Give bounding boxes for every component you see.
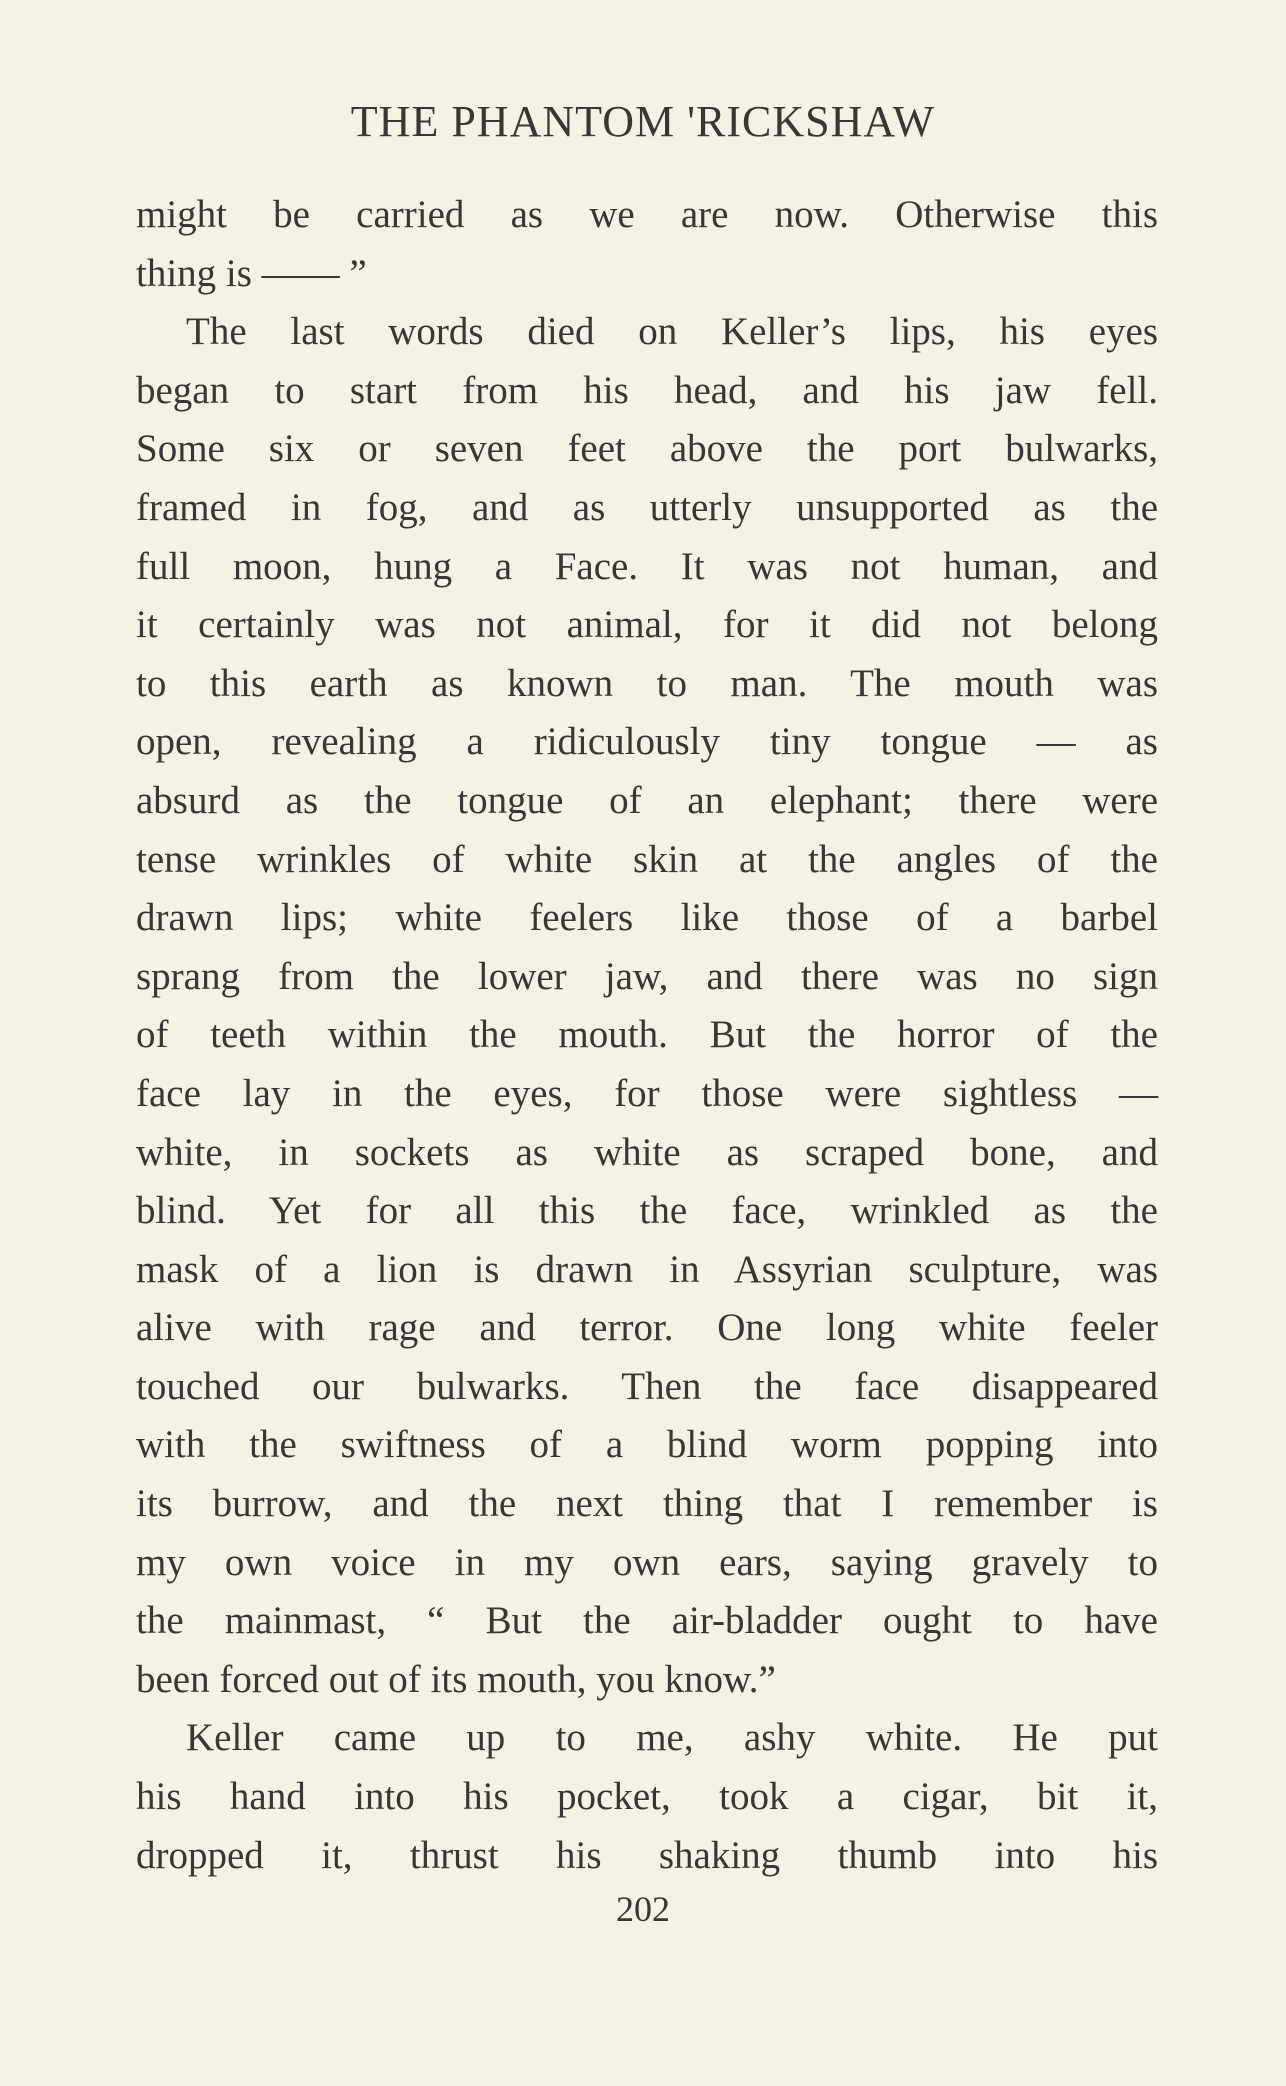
text-line: might be carried as we are now. Otherwise this (136, 193, 1158, 236)
text-line: alive with rage and terror. One long white feeler (136, 1306, 1158, 1350)
text-line: blind. Yet for all this the face, wrinkled as the (136, 1189, 1158, 1233)
text-line: Some six or seven feet above the port bulwarks, (136, 427, 1158, 471)
text-line: thing is —— ” (136, 251, 367, 295)
text-line: been forced out of its mouth, you know.” (136, 1657, 776, 1701)
text-line: Keller came up to me, ashy white. He put (186, 1716, 1158, 1760)
text-line: The last words died on Keller’s lips, his eyes (186, 310, 1158, 354)
text-line: sprang from the lower jaw, and there was no sign (136, 954, 1158, 998)
page-number: 202 (616, 1889, 670, 1929)
text-line: drawn lips; white feelers like those of a barbel (136, 896, 1158, 940)
text-line: it certainly was not animal, for it did not belong (136, 603, 1158, 647)
body-text (136, 186, 1158, 1885)
text-line: face lay in the eyes, for those were sightless — (136, 1071, 1158, 1115)
text-line: with the swiftness of a blind worm popping into (136, 1423, 1158, 1467)
text-line: framed in fog, and as utterly unsupported as the (136, 485, 1158, 529)
text-line: his hand into his pocket, took a cigar, bit it, (136, 1775, 1158, 1819)
text-line: open, revealing a ridiculously tiny tongue — as (136, 720, 1158, 764)
text-line: the mainmast, “ But the air-bladder ought to have (136, 1599, 1158, 1643)
text-line: dropped it, thrust his shaking thumb into his (136, 1833, 1158, 1877)
text-line: mask of a lion is drawn in Assyrian sculpture, was (136, 1247, 1158, 1291)
text-line: tense wrinkles of white skin at the angles of the (136, 837, 1158, 881)
text-line: touched our bulwarks. Then the face disappeared (136, 1364, 1158, 1408)
text-line: my own voice in my own ears, saying gravely to (136, 1540, 1158, 1584)
running-head: THE PHANTOM 'RICKSHAW (350, 97, 936, 146)
text-line: its burrow, and the next thing that I remember is (136, 1482, 1158, 1526)
text-line: white, in sockets as white as scraped bone, and (136, 1130, 1158, 1174)
text-line: to this earth as known to man. The mouth was (136, 661, 1158, 705)
text-line: began to start from his head, and his jaw fell. (136, 368, 1158, 412)
text-line: absurd as the tongue of an elephant; there were (136, 778, 1158, 822)
text-line: full moon, hung a Face. It was not human, and (136, 544, 1158, 588)
text-line: of teeth within the mouth. But the horror of the (136, 1013, 1158, 1057)
